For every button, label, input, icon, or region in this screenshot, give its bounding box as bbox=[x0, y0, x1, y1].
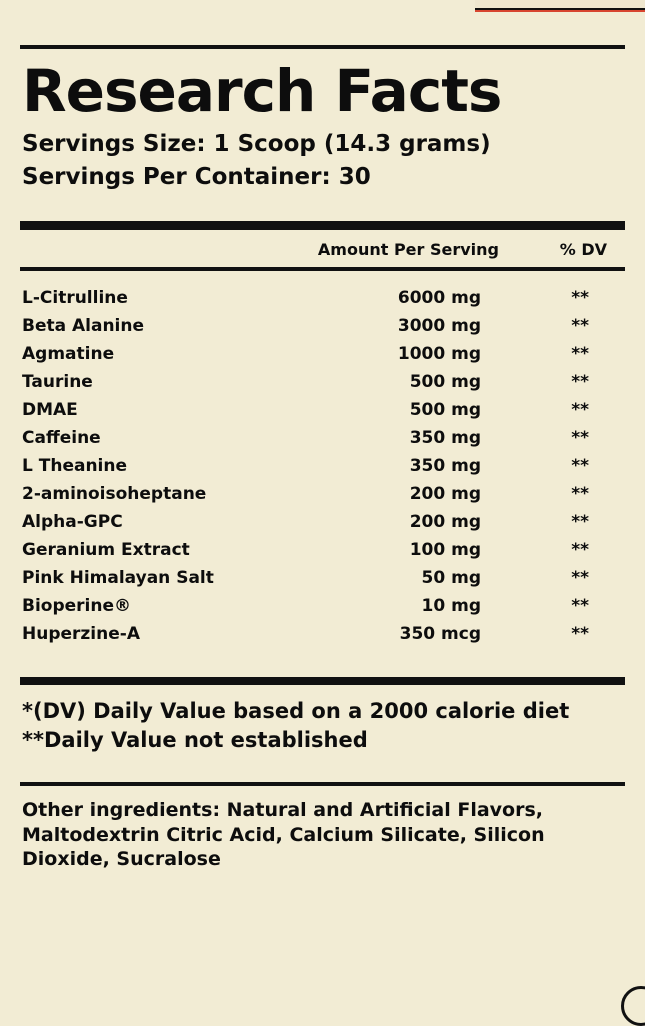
nutrient-dv: ** bbox=[571, 484, 589, 505]
divider-above-columns bbox=[20, 221, 625, 230]
nutrient-amount: 3000 mg bbox=[397, 316, 481, 337]
nutrient-name: L Theanine bbox=[22, 456, 128, 477]
table-row bbox=[20, 453, 625, 481]
divider-top bbox=[20, 45, 625, 49]
nutrient-name: Geranium Extract bbox=[22, 540, 190, 561]
nutrient-amount: 500 mg bbox=[409, 400, 481, 421]
spacer-before-footnotes bbox=[20, 657, 625, 677]
other-ingredients-text: Other ingredients: Natural and Artificial Flavors, Maltodextrin Citric Acid, Calcium Silicate, Silicon Dioxide, Sucralose bbox=[22, 798, 545, 871]
nutrient-dv: ** bbox=[571, 400, 589, 421]
nutrient-amount: 50 mg bbox=[421, 568, 481, 589]
table-row bbox=[20, 341, 625, 369]
spacer-before-other-ingredients bbox=[20, 768, 625, 782]
nutrient-name: DMAE bbox=[22, 400, 78, 421]
table-row bbox=[20, 621, 625, 649]
column-header-dv: % DV bbox=[559, 240, 607, 260]
nutrient-amount: 350 mg bbox=[409, 428, 481, 449]
nutrient-amount: 350 mg bbox=[409, 456, 481, 477]
nutrient-dv: ** bbox=[571, 512, 589, 533]
table-row bbox=[20, 537, 625, 565]
divider-above-footnotes bbox=[20, 677, 625, 685]
nutrient-dv: ** bbox=[571, 344, 589, 365]
nutrient-name: 2-aminoisoheptane bbox=[22, 484, 207, 505]
table-row bbox=[20, 369, 625, 397]
spacer-after-servings bbox=[20, 193, 625, 221]
nutrient-dv: ** bbox=[571, 456, 589, 477]
nutrient-amount: 10 mg bbox=[421, 596, 481, 617]
nutrient-table bbox=[20, 271, 625, 657]
nutrient-name: Beta Alanine bbox=[22, 316, 145, 337]
nutrient-dv: ** bbox=[571, 316, 589, 337]
nutrient-amount: 1000 mg bbox=[397, 344, 481, 365]
table-row bbox=[20, 397, 625, 425]
column-header-amount: Amount Per Serving bbox=[317, 240, 499, 260]
nutrient-name: Bioperine® bbox=[22, 596, 132, 617]
nutrient-amount: 6000 mg bbox=[397, 288, 481, 309]
footnote-not-established: **Daily Value not established bbox=[22, 727, 368, 752]
nutrient-dv: ** bbox=[571, 372, 589, 393]
table-row bbox=[20, 425, 625, 453]
top-accent-strip bbox=[475, 0, 645, 12]
footnote-daily-value: *(DV) Daily Value based on a 2000 calorie diet bbox=[22, 699, 570, 724]
nutrient-amount: 200 mg bbox=[409, 484, 481, 505]
nutrient-dv: ** bbox=[571, 596, 589, 617]
table-row bbox=[20, 593, 625, 621]
nutrient-dv: ** bbox=[571, 428, 589, 449]
nutrient-name: Alpha-GPC bbox=[22, 512, 123, 533]
table-row bbox=[20, 481, 625, 509]
nutrient-name: Taurine bbox=[22, 372, 93, 393]
table-row bbox=[20, 313, 625, 341]
nutrient-amount: 350 mcg bbox=[399, 624, 481, 645]
top-accent-strip-inner bbox=[475, 0, 645, 10]
nutrient-name: Huperzine-A bbox=[22, 624, 140, 645]
serving-size-text: Servings Size: 1 Scoop (14.3 grams) bbox=[22, 130, 491, 157]
corner-circle-mark bbox=[621, 986, 645, 1026]
nutrient-dv: ** bbox=[571, 540, 589, 561]
nutrient-dv: ** bbox=[571, 568, 589, 589]
nutrient-name: Pink Himalayan Salt bbox=[22, 568, 214, 589]
nutrient-amount: 500 mg bbox=[409, 372, 481, 393]
servings-per-container-text: Servings Per Container: 30 bbox=[22, 163, 371, 190]
table-row bbox=[20, 565, 625, 593]
nutrient-name: Agmatine bbox=[22, 344, 115, 365]
page-title: Research Facts bbox=[22, 57, 502, 125]
column-header-row bbox=[20, 230, 625, 267]
nutrient-dv: ** bbox=[571, 624, 589, 645]
nutrient-name: Caffeine bbox=[22, 428, 101, 449]
nutrient-dv: ** bbox=[571, 288, 589, 309]
nutrient-amount: 100 mg bbox=[409, 540, 481, 561]
footnotes bbox=[20, 685, 625, 768]
nutrient-name: L-Citrulline bbox=[22, 288, 128, 309]
table-row bbox=[20, 285, 625, 313]
nutrient-amount: 200 mg bbox=[409, 512, 481, 533]
table-row bbox=[20, 509, 625, 537]
